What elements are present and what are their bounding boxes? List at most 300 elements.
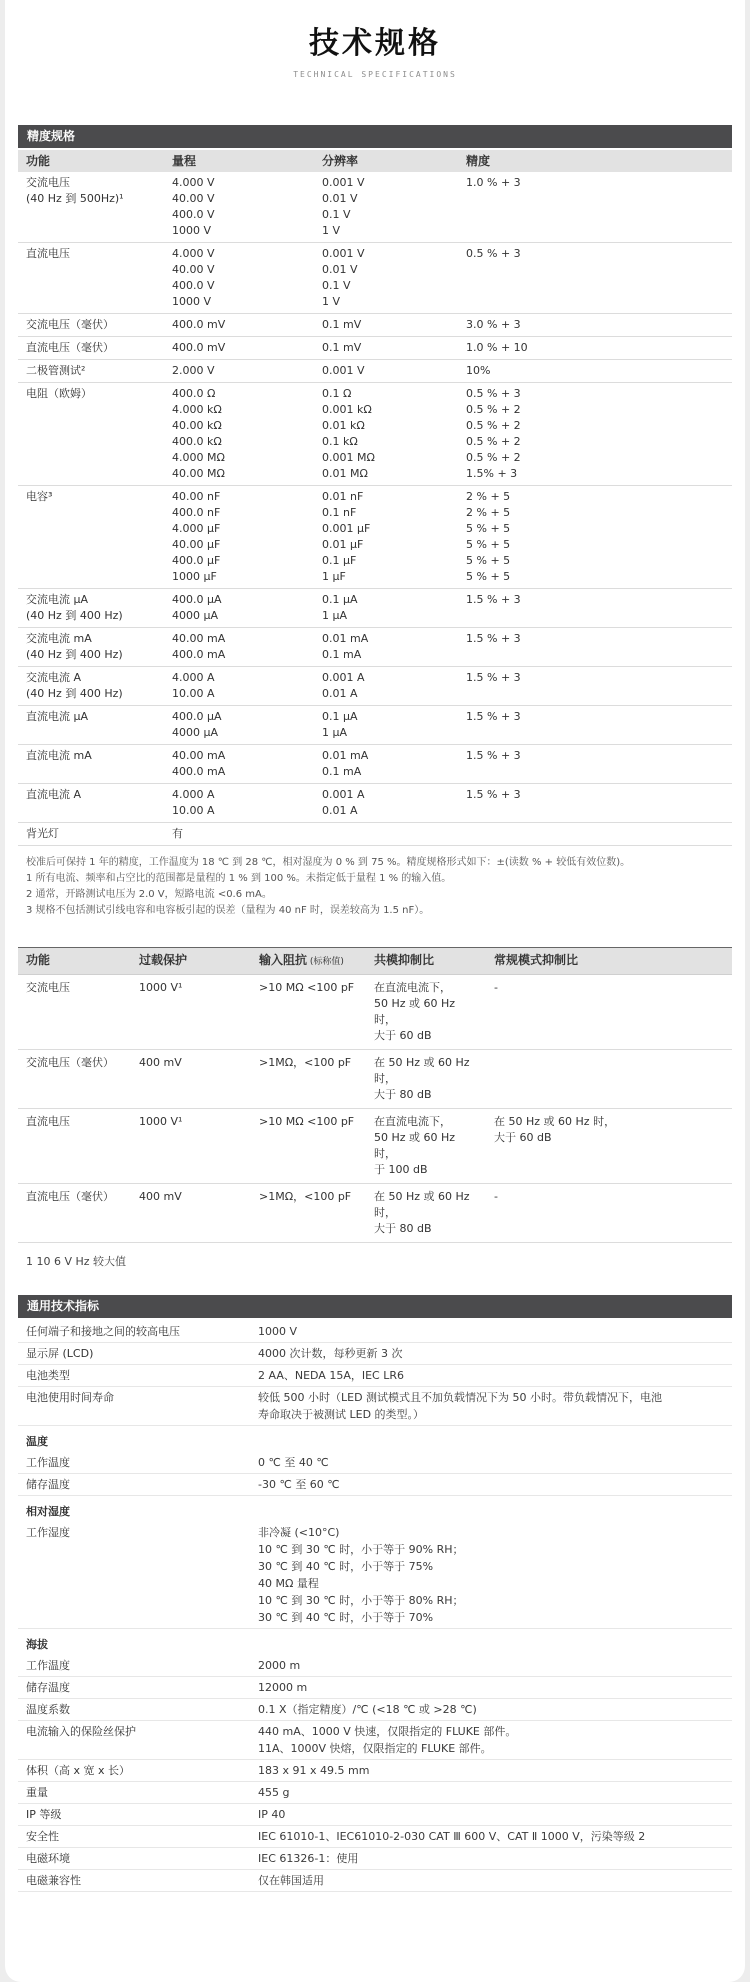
general-row — [18, 1826, 732, 1848]
cell-line: 在 50 Hz 或 60 Hz 时， — [494, 1115, 616, 1128]
general-row — [18, 1782, 732, 1804]
accuracy-row — [18, 450, 732, 466]
range-cell: 400.0 nF — [172, 506, 221, 519]
accuracy-cell: 2 % + 5 — [466, 506, 511, 519]
general-value — [250, 1657, 732, 1674]
value-line: 0.1 X（指定精度）/℃ (<18 ℃ 或 >28 ℃) — [258, 1703, 477, 1716]
function-cell: 交流电流 A — [26, 671, 82, 684]
general-value — [250, 1679, 732, 1696]
accuracy-row — [18, 246, 732, 262]
general-value — [250, 1872, 732, 1889]
resolution-cell: 0.01 kΩ — [322, 419, 365, 432]
accuracy-row — [18, 521, 732, 537]
general-value — [250, 1389, 732, 1423]
accuracy-cell: 3.0 % + 3 — [466, 318, 521, 331]
accuracy-section-header: 精度规格 — [18, 125, 732, 148]
accuracy-cell — [458, 207, 732, 223]
accuracy-column-header: 分辨率 — [322, 154, 359, 168]
resolution-cell: 0.1 mV — [322, 341, 362, 354]
accuracy-cell: 1.5 % + 3 — [466, 593, 521, 606]
value-line: 4000 次计数，每秒更新 3 次 — [258, 1347, 403, 1360]
accuracy-footnote: 校准后可保持 1 年的精度，工作温度为 18 ℃ 到 28 ℃，相对湿度为 0 % 到 75 %。精度规格形式如下：±(读数 % + 较低有效位数)。 — [26, 857, 631, 868]
function-cell — [18, 450, 164, 466]
resolution-cell: 0.01 A — [322, 687, 358, 700]
resolution-cell: 0.01 MΩ — [322, 467, 368, 480]
function-cell: 交流电流 mA — [26, 632, 92, 645]
accuracy-row-group — [18, 589, 732, 628]
general-value — [250, 1454, 732, 1471]
impedance-cell — [251, 1189, 366, 1237]
range-cell: 1000 μF — [172, 570, 217, 583]
accuracy-footnotes — [26, 855, 724, 919]
accuracy-cell: 5 % + 5 — [466, 570, 511, 583]
input-column-label: 共模抑制比 — [374, 953, 435, 967]
general-row — [18, 1804, 732, 1826]
accuracy-row — [18, 553, 732, 569]
range-cell: 4.000 A — [172, 671, 215, 684]
general-subsection-header — [18, 1629, 732, 1655]
resolution-cell: 0.001 V — [322, 247, 365, 260]
cell-line: 在 50 Hz 或 60 Hz 时， — [374, 1190, 470, 1219]
range-cell: 4.000 V — [172, 176, 215, 189]
general-value — [250, 1850, 732, 1867]
accuracy-cell — [458, 294, 732, 310]
document-header — [5, 14, 745, 103]
general-value — [250, 1828, 732, 1845]
accuracy-section — [18, 125, 732, 919]
general-row — [18, 1655, 732, 1677]
cell-line: - — [494, 981, 498, 994]
accuracy-cell: 1.5 % + 3 — [466, 710, 521, 723]
value-line: 较低 500 小时（LED 测试模式且不加负载情况下为 50 小时。带负载情况下，电池 — [258, 1391, 663, 1404]
general-label: 工作湿度 — [26, 1526, 70, 1539]
accuracy-row-group — [18, 243, 732, 314]
accuracy-row-group — [18, 486, 732, 589]
cell-line: 大于 80 dB — [374, 1088, 432, 1101]
resolution-cell: 0.01 V — [322, 263, 358, 276]
function-cell: 背光灯 — [26, 827, 59, 840]
range-cell: 400.0 V — [172, 279, 215, 292]
resolution-cell: 0.1 Ω — [322, 387, 352, 400]
value-line: IEC 61010-1、IEC61010-2-030 CAT Ⅲ 600 V、CAT Ⅱ 1000 V，污染等级 2 — [258, 1830, 646, 1843]
function-cell: 直流电流 mA — [26, 749, 92, 762]
accuracy-column-header: 精度 — [466, 154, 491, 168]
accuracy-cell: 1.5 % + 3 — [466, 749, 521, 762]
accuracy-table — [18, 150, 732, 846]
function-cell: 直流电流 A — [26, 788, 82, 801]
impedance-cell — [251, 1114, 366, 1178]
accuracy-row-group — [18, 784, 732, 823]
accuracy-cell — [458, 725, 732, 741]
accuracy-cell — [458, 223, 732, 239]
general-label: 相对湿度 — [26, 1505, 70, 1518]
function-cell — [18, 223, 164, 239]
input-column-label: 输入阻抗 — [259, 953, 308, 967]
overload-cell: 1000 V¹ — [139, 1115, 183, 1128]
general-value — [250, 1345, 732, 1362]
accuracy-row-group — [18, 628, 732, 667]
function-cell: (40 Hz 到 400 Hz) — [26, 609, 123, 622]
accuracy-row — [18, 418, 732, 434]
resolution-cell: 1 V — [322, 295, 341, 308]
cell-line: 50 Hz 或 60 Hz 时， — [374, 997, 456, 1026]
general-subsection-header — [18, 1496, 732, 1522]
resolution-cell: 0.1 nF — [322, 506, 357, 519]
accuracy-cell: 5 % + 5 — [466, 522, 511, 535]
value-line: 非冷凝 (<10°C) — [258, 1526, 340, 1539]
resolution-cell: 0.01 nF — [322, 490, 364, 503]
input-column-header — [486, 952, 732, 970]
cell-line: 在 50 Hz 或 60 Hz 时， — [374, 1056, 470, 1085]
general-value — [250, 1784, 732, 1801]
input-row — [18, 1109, 732, 1184]
function-cell — [18, 537, 164, 553]
accuracy-row — [18, 223, 732, 239]
value-line: 1000 V — [258, 1325, 298, 1338]
accuracy-row — [18, 294, 732, 310]
function-cell — [18, 505, 164, 521]
accuracy-cell: 5 % + 5 — [466, 538, 511, 551]
general-section-header: 通用技术指标 — [18, 1295, 732, 1318]
accuracy-row — [18, 787, 732, 803]
function-cell: (40 Hz 到 400 Hz) — [26, 648, 123, 661]
range-cell: 400.0 μA — [172, 710, 222, 723]
function-cell: 直流电压（毫伏） — [26, 1190, 114, 1203]
function-cell — [18, 764, 164, 780]
impedance-cell — [251, 1055, 366, 1103]
accuracy-row — [18, 278, 732, 294]
general-value — [250, 1524, 732, 1626]
value-line: 寿命取决于被测试 LED 的类型。） — [258, 1408, 425, 1421]
general-row — [18, 1848, 732, 1870]
accuracy-row — [18, 709, 732, 725]
accuracy-row — [18, 686, 732, 702]
input-column-note: (标称值) — [307, 957, 344, 967]
accuracy-row — [18, 803, 732, 819]
resolution-cell: 0.001 μF — [322, 522, 371, 535]
accuracy-row-group — [18, 745, 732, 784]
function-cell — [18, 402, 164, 418]
accuracy-row-group — [18, 706, 732, 745]
range-cell: 4.000 MΩ — [172, 451, 225, 464]
general-row — [18, 1474, 732, 1496]
general-value — [250, 1323, 732, 1340]
nmrr-cell — [486, 980, 732, 1044]
function-cell — [18, 262, 164, 278]
general-label: 电磁兼容性 — [26, 1874, 81, 1887]
accuracy-cell: 1.0 % + 10 — [466, 341, 528, 354]
function-cell: 电容³ — [26, 490, 53, 503]
accuracy-row — [18, 175, 732, 191]
range-cell: 40.00 mA — [172, 632, 226, 645]
accuracy-row — [18, 262, 732, 278]
function-cell — [18, 521, 164, 537]
general-label: 电流输入的保险丝保护 — [26, 1725, 136, 1738]
resolution-cell: 0.01 V — [322, 192, 358, 205]
value-line: 30 ℃ 到 40 ℃ 时，小于等于 75% — [258, 1560, 434, 1573]
general-label: 电磁环境 — [26, 1852, 70, 1865]
resolution-cell: 0.1 mV — [322, 318, 362, 331]
cell-line: 大于 80 dB — [374, 1222, 432, 1235]
input-table-footnote: 1 10 6 V Hz 较大值 — [26, 1255, 127, 1268]
accuracy-row — [18, 340, 732, 356]
accuracy-cell: 0.5 % + 3 — [466, 387, 521, 400]
accuracy-row — [18, 647, 732, 663]
accuracy-row-group — [18, 172, 732, 243]
accuracy-cell — [458, 826, 732, 842]
value-line: 10 ℃ 到 30 ℃ 时，小于等于 90% RH； — [258, 1543, 464, 1556]
input-column-header — [251, 952, 366, 970]
function-cell: 直流电压 — [26, 247, 70, 260]
general-value — [250, 1762, 732, 1779]
range-cell: 400.0 mV — [172, 341, 226, 354]
resolution-cell: 1 μA — [322, 726, 348, 739]
general-row — [18, 1452, 732, 1474]
cell-line: >10 MΩ <100 pF — [259, 1115, 355, 1128]
value-line: 仅在韩国适用 — [258, 1874, 324, 1887]
resolution-cell: 0.001 V — [322, 364, 365, 377]
cell-line: 50 Hz 或 60 Hz 时， — [374, 1131, 456, 1160]
accuracy-cell: 1.5 % + 3 — [466, 671, 521, 684]
accuracy-cell: 0.5 % + 2 — [466, 451, 521, 464]
function-cell: 交流电流 μA — [26, 593, 89, 606]
nmrr-cell — [486, 1055, 732, 1103]
accuracy-footnote: 2 通常，开路测试电压为 2.0 V，短路电流 <0.6 mA。 — [26, 889, 272, 900]
resolution-cell: 0.1 μA — [322, 710, 358, 723]
range-cell: 400.0 Ω — [172, 387, 216, 400]
general-label: 储存温度 — [26, 1681, 70, 1694]
general-label: 电池使用时间寿命 — [26, 1391, 114, 1404]
nmrr-cell — [486, 1189, 732, 1237]
range-cell: 有 — [172, 827, 183, 840]
cell-line: 在直流电流下， — [374, 1115, 451, 1128]
function-cell — [18, 278, 164, 294]
accuracy-footnote: 1 所有电流、频率和占空比的范围都是量程的 1 % 到 100 %。未指定低于量程 1 % 的输入值。 — [26, 873, 452, 884]
general-row — [18, 1522, 732, 1629]
general-row — [18, 1870, 732, 1892]
input-column-label: 过载保护 — [139, 953, 188, 967]
range-cell: 400.0 V — [172, 208, 215, 221]
accuracy-row — [18, 592, 732, 608]
function-cell: 直流电压 — [26, 1115, 70, 1128]
resolution-cell: 0.1 mA — [322, 765, 362, 778]
general-value — [250, 1723, 732, 1757]
accuracy-row — [18, 670, 732, 686]
general-value — [250, 1701, 732, 1718]
cell-line: 大于 60 dB — [494, 1131, 552, 1144]
accuracy-cell: 2 % + 5 — [466, 490, 511, 503]
cell-line: 大于 60 dB — [374, 1029, 432, 1042]
value-line: 11A、1000V 快熔，仅限指定的 FLUKE 部件。 — [258, 1742, 492, 1755]
accuracy-cell — [458, 803, 732, 819]
function-cell: (40 Hz 到 500Hz)¹ — [26, 192, 124, 205]
input-row — [18, 975, 732, 1050]
overload-cell: 400 mV — [139, 1056, 182, 1069]
accuracy-cell: 0.5 % + 2 — [466, 435, 521, 448]
value-line: 440 mA、1000 V 快速，仅限指定的 FLUKE 部件。 — [258, 1725, 517, 1738]
cmrr-cell — [366, 1055, 486, 1103]
range-cell: 4.000 A — [172, 788, 215, 801]
general-row — [18, 1343, 732, 1365]
accuracy-cell — [458, 278, 732, 294]
general-row — [18, 1760, 732, 1782]
accuracy-cell — [458, 608, 732, 624]
resolution-cell: 0.001 A — [322, 671, 365, 684]
impedance-cell — [251, 980, 366, 1044]
spec-sheet-card — [5, 0, 745, 1982]
accuracy-column-header: 功能 — [26, 154, 51, 168]
input-column-label: 常规模式抑制比 — [494, 953, 579, 967]
accuracy-cell — [458, 191, 732, 207]
range-cell: 4000 μA — [172, 726, 219, 739]
function-cell — [18, 803, 164, 819]
accuracy-row — [18, 489, 732, 505]
accuracy-row-group — [18, 823, 732, 846]
general-row — [18, 1365, 732, 1387]
resolution-cell: 0.1 μF — [322, 554, 357, 567]
general-label: 温度系数 — [26, 1703, 70, 1716]
resolution-cell: 0.001 A — [322, 788, 365, 801]
general-label: 重量 — [26, 1786, 48, 1799]
value-line: -30 ℃ 至 60 ℃ — [258, 1478, 340, 1491]
range-cell: 40.00 MΩ — [172, 467, 225, 480]
function-cell — [18, 725, 164, 741]
accuracy-cell — [458, 262, 732, 278]
page-subtitle: TECHNICAL SPECIFICATIONS — [293, 70, 457, 79]
value-line: 2000 m — [258, 1659, 301, 1672]
input-table-header-row — [18, 947, 732, 975]
accuracy-row — [18, 725, 732, 741]
general-subsection-header — [18, 1426, 732, 1452]
input-row — [18, 1184, 732, 1243]
general-label: 任何端子和接地之间的较高电压 — [26, 1325, 180, 1338]
accuracy-row-group — [18, 337, 732, 360]
value-line: IP 40 — [258, 1808, 286, 1821]
resolution-cell: 1 μA — [322, 609, 348, 622]
value-line: 30 ℃ 到 40 ℃ 时，小于等于 70% — [258, 1611, 434, 1624]
general-value — [250, 1476, 732, 1493]
accuracy-row — [18, 748, 732, 764]
resolution-cell: 0.001 MΩ — [322, 451, 375, 464]
range-cell: 4.000 V — [172, 247, 215, 260]
value-line: 183 x 91 x 49.5 mm — [258, 1764, 370, 1777]
range-cell: 400.0 mA — [172, 648, 226, 661]
function-cell — [18, 553, 164, 569]
accuracy-row-group — [18, 383, 732, 486]
function-cell: 交流电压 — [26, 981, 70, 994]
function-cell: 二极管测试² — [26, 364, 86, 377]
range-cell: 4.000 μF — [172, 522, 221, 535]
accuracy-row — [18, 317, 732, 333]
function-cell: 直流电流 μA — [26, 710, 89, 723]
accuracy-row-group — [18, 360, 732, 383]
range-cell: 10.00 A — [172, 687, 215, 700]
range-cell: 40.00 V — [172, 263, 215, 276]
general-value — [250, 1367, 732, 1384]
cell-line: >1MΩ，<100 pF — [259, 1190, 352, 1203]
input-row — [18, 1050, 732, 1109]
value-line: 40 MΩ 量程 — [258, 1577, 319, 1590]
accuracy-cell — [458, 647, 732, 663]
input-column-header — [131, 952, 251, 970]
cell-line: >10 MΩ <100 pF — [259, 981, 355, 994]
cell-line: 在直流电流下， — [374, 981, 451, 994]
range-cell: 400.0 mV — [172, 318, 226, 331]
accuracy-footnote: 3 规格不包括测试引线电容和电容板引起的误差（量程为 40 nF 时，误差较高为 1.5 nF）。 — [26, 905, 430, 916]
range-cell: 2.000 V — [172, 364, 215, 377]
accuracy-row — [18, 386, 732, 402]
accuracy-row — [18, 191, 732, 207]
overload-cell: 400 mV — [139, 1190, 182, 1203]
resolution-cell: 0.01 A — [322, 804, 358, 817]
general-row — [18, 1387, 732, 1426]
accuracy-row — [18, 207, 732, 223]
resolution-cell: 0.1 kΩ — [322, 435, 358, 448]
resolution-cell: 0.01 mA — [322, 749, 369, 762]
range-cell: 1000 V — [172, 295, 212, 308]
value-line: IEC 61326-1：使用 — [258, 1852, 359, 1865]
general-section — [18, 1295, 732, 1892]
accuracy-row-group — [18, 667, 732, 706]
accuracy-row — [18, 608, 732, 624]
general-label: 工作温度 — [26, 1456, 70, 1469]
input-column-label: 功能 — [26, 953, 51, 967]
resolution-cell: 0.1 μA — [322, 593, 358, 606]
value-line: 455 g — [258, 1786, 290, 1799]
range-cell: 400.0 μF — [172, 554, 221, 567]
resolution-cell: 1 V — [322, 224, 341, 237]
general-label: 电池类型 — [26, 1369, 70, 1382]
accuracy-cell: 1.0 % + 3 — [466, 176, 521, 189]
accuracy-cell: 1.5 % + 3 — [466, 632, 521, 645]
general-label: 安全性 — [26, 1830, 59, 1843]
general-spec-table — [18, 1321, 732, 1892]
range-cell: 40.00 nF — [172, 490, 221, 503]
resolution-cell: 0.001 V — [322, 176, 365, 189]
accuracy-row — [18, 434, 732, 450]
accuracy-column-header: 量程 — [172, 154, 197, 168]
function-cell: (40 Hz 到 400 Hz) — [26, 687, 123, 700]
function-cell: 交流电压（毫伏） — [26, 1056, 114, 1069]
value-line: 2 AA、NEDA 15A，IEC LR6 — [258, 1369, 404, 1382]
range-cell: 400.0 mA — [172, 765, 226, 778]
range-cell: 1000 V — [172, 224, 212, 237]
accuracy-row — [18, 631, 732, 647]
general-label: IP 等级 — [26, 1808, 62, 1821]
function-cell — [18, 569, 164, 585]
accuracy-row — [18, 505, 732, 521]
input-characteristics-table — [18, 947, 732, 1243]
range-cell: 400.0 kΩ — [172, 435, 222, 448]
general-label: 温度 — [26, 1435, 48, 1448]
range-cell: 40.00 V — [172, 192, 215, 205]
function-cell: 交流电压 — [26, 176, 70, 189]
general-row — [18, 1699, 732, 1721]
accuracy-cell: 0.5 % + 2 — [466, 419, 521, 432]
accuracy-cell: 5 % + 5 — [466, 554, 511, 567]
cmrr-cell — [366, 980, 486, 1044]
function-cell: 直流电压（毫伏） — [26, 341, 114, 354]
range-cell: 40.00 mA — [172, 749, 226, 762]
general-label: 储存温度 — [26, 1478, 70, 1491]
accuracy-cell: 0.5 % + 2 — [466, 403, 521, 416]
range-cell: 4.000 kΩ — [172, 403, 222, 416]
range-cell: 400.0 μA — [172, 593, 222, 606]
function-cell — [18, 207, 164, 223]
accuracy-row — [18, 826, 732, 842]
function-cell — [18, 294, 164, 310]
resolution-cell: 0.01 μF — [322, 538, 364, 551]
